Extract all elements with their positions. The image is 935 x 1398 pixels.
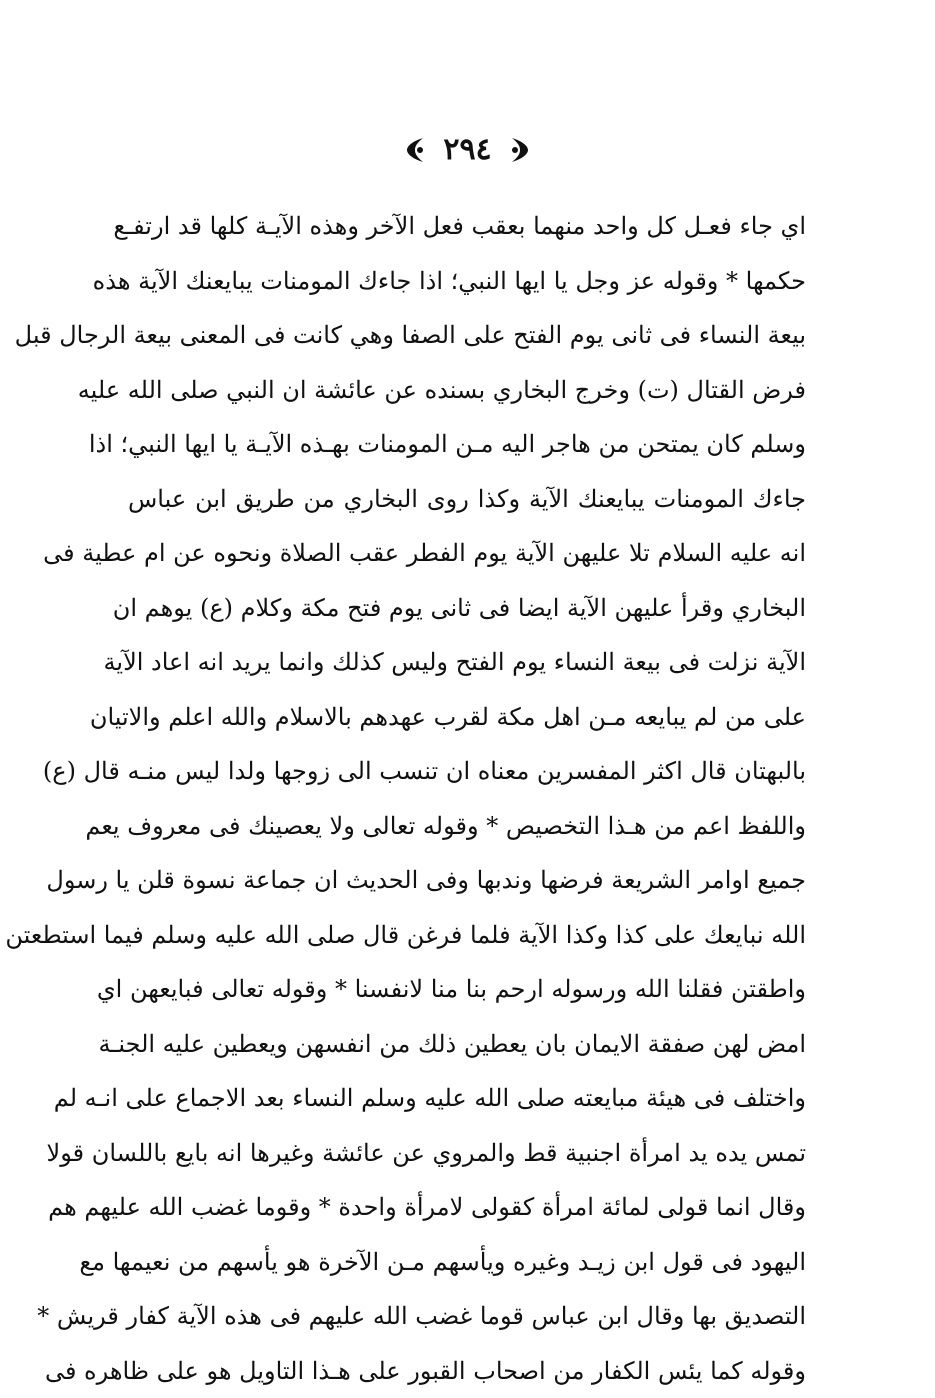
text-line: حكمها * وقوله عز وجل يا ايها النبي؛ اذا جاءك المومنات يبايعنك الآية هذه xyxy=(128,254,806,309)
text-line: جميع اوامر الشريعة فرضها وندبها وفى الحديث ان جماعة نسوة قلن يا رسول xyxy=(128,853,806,908)
text-line: واختلف فى هيئة مبايعته صلى الله عليه وسلم النساء بعد الاجماع على انـه لم xyxy=(128,1071,806,1126)
page-header xyxy=(0,128,935,172)
text-line: وسلم كان يمتحن من هاجر اليه مـن المومنات بهـذه الآيـة يا ايها النبي؛ اذا xyxy=(128,417,806,472)
text-line: التصديق بها وقال ابن عباس قوما غضب الله عليهم فى هذه الآية كفار قريش * xyxy=(128,1289,806,1344)
text-line: امض لهن صفقة الايمان بان يعطين ذلك من انفسهن ويعطين عليه الجنـة xyxy=(128,1017,806,1072)
text-line: بيعة النساء فى ثانى يوم الفتح على الصفا وهي كانت فى المعنى بيعة الرجال قبل xyxy=(128,308,806,363)
text-line: وقال انما قولى لمائة امرأة كقولى لامرأة واحدة * وقوما غضب الله عليهم هم xyxy=(128,1180,806,1235)
text-line: الآية نزلت فى بيعة النساء يوم الفتح وليس كذلك وانما يريد انه اعاد الآية xyxy=(128,635,806,690)
text-line: اليهود فى قول ابن زيـد وغيره ويأسهم مـن الآخرة هو يأسهم من نعيمها مع xyxy=(128,1235,806,1290)
text-line: تمس يده يد امرأة اجنبية قط والمروي عن عائشة وغيرها انه بايع باللسان قولا xyxy=(128,1126,806,1181)
text-line: واطقتن فقلنا الله ورسوله ارحم بنا منا لانفسنا * وقوله تعالى فبايعهن اي xyxy=(128,962,806,1017)
text-line: الله نبايعك على كذا وكذا الآية فلما فرغن قال صلى الله عليه وسلم فيما استطعتن xyxy=(128,908,806,963)
page-number: ٢٩٤ xyxy=(437,135,497,165)
text-line: البخاري وقرأ عليهن الآية ايضا فى ثانى يوم فتح مكة وكلام (ع) يوهم ان xyxy=(128,581,806,636)
body-text xyxy=(128,199,806,1398)
text-line: انه عليه السلام تلا عليهن الآية يوم الفطر عقب الصلاة ونحوه عن ام عطية فى xyxy=(128,526,806,581)
text-line: جاءك المومنات يبايعنك الآية وكذا روى البخاري من طريق ابن عباس xyxy=(128,472,806,527)
text-line: فرض القتال (ت) وخرج البخاري بسنده عن عائشة ان النبي صلى الله عليه xyxy=(128,363,806,418)
text-line: واللفظ اعم من هـذا التخصيص * وقوله تعالى ولا يعصينك فى معروف يعم xyxy=(128,799,806,854)
text-line: بالبهتان قال اكثر المفسرين معناه ان تنسب الى زوجها ولدا ليس منـه قال (ع) xyxy=(128,744,806,799)
text-line: وقوله كما يئس الكفار من اصحاب القبور على هـذا التاويل هو على ظاهره فى xyxy=(128,1344,806,1398)
left-ornament-icon xyxy=(508,135,532,165)
text-line: اي جاء فعـل كل واحد منهما بعقب فعل الآخر وهذه الآيـة كلها قد ارتفـع xyxy=(128,199,806,254)
text-line: على من لم يبايعه مـن اهل مكة لقرب عهدهم بالاسلام والله اعلم والاتيان xyxy=(128,690,806,745)
right-ornament-icon xyxy=(403,135,427,165)
